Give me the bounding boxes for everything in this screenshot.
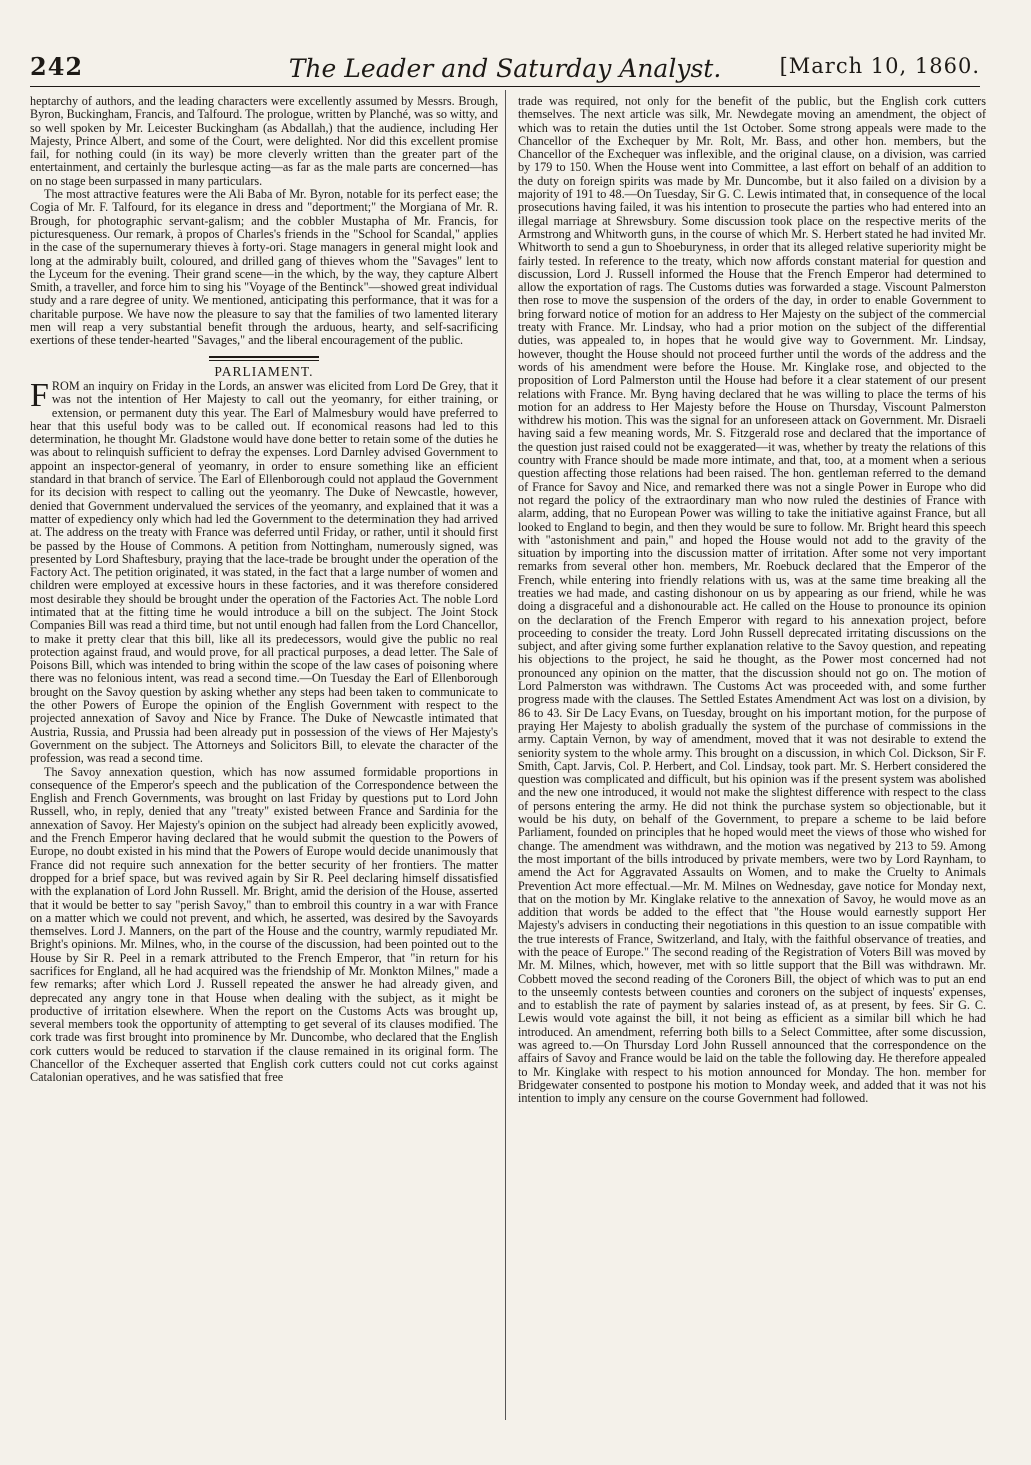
header-rule: [30, 86, 980, 87]
right-column: [518, 95, 986, 1415]
page-header: [30, 50, 980, 94]
column-divider: [505, 90, 506, 1420]
savoy-paragraph: The Savoy annexation question, which has now assumed formidable proportions in consequence of the Emperor's speech and the publication of the Correspondence between the English and French Governments, was brought on last Friday by questions put to Lord John Russell, who, in reply, denied that any "treaty" existed between France and Sardinia for the annexation of Savoy. Her Majesty's opinion on the subject had already been explicitly avowed, and the French Emperor having declared that he would submit the question to the Powers of Europe, no doubt existed in his mind that the Powers of Europe would decide unanimously that France did not require such annexation for the better security of her frontiers. The matter dropped for a brief space, but was revived again by Sir R. Peel declaring himself dissatisfied with the explanation of Lord John Russell. Mr. Bright, amid the derision of the House, asserted that it would be better to say "perish Savoy," than to embroil this country in a war with France on a matter which we could not prevent, and which, he asserted, was desired by the Savoyards themselves. Lord J. Manners, on the part of the House and the country, warmly repudiated Mr. Bright's opinions. Mr. Milnes, who, in the course of the discussion, had been pointed out to the House by Sir R. Peel in a remark attributed to the French Emperor, that "in return for his sacrifices for England, all he had acquired was the friendship of Mr. Monkton Milnes," made a few remarks; after which Lord J. Russell repeated the answer he had already given, and deprecated any angry tone in that House when dealing with the subject, as it might be productive of irritation elsewhere. When the report on the Customs Acts was brought up, several members took the opportunity of attempting to get several of its clauses modified. The cork trade was first brought into prominence by Mr. Duncombe, who declared that the English cork cutters would be reduced to starvation if the clause remained in its original form. The Chancellor of the Exchequer asserted that English cork cutters could not cut corks against Catalonian operatives, and he was satisfied that free: [30, 764, 498, 1085]
left-column: [30, 95, 498, 1415]
theatre-features-paragraph: The most attractive features were the Ali Baba of Mr. Byron, notable for its perfect ease; the Cogia of Mr. F. Talfourd, for its elegance in dress and "deportment;" the Morgiana of Mr. R. Brough, for photographic servant-galism; and the cobbler Mustapha of Mr. Francis, for picturesqueness. Our remark, à propos of Charles's friends in the "School for Scandal," applies in the case of the supernumerary thieves à forty-ori. Stage managers in general might look and long at the admirably built, coloured, and drilled gang of thieves whom the "Savages" lent to the Lyceum for the evening. Their grand scene—in the which, by the way, they capture Albert Smith, a traveller, and force him to sing his "Voyage of the Bentinck"—showed great individual study and a rare degree of unity. We mentioned, anticipating this performance, that it was for a charitable purpose. We have now the pleasure to say that the families of two lamented literary men will reap a very substantial benefit through the arduous, hearty, and self-sacrificing exertions of these tender-hearted "Savages," and the liberal encouragement of the public.: [30, 187, 498, 348]
page-number: 242: [30, 52, 84, 81]
parliament-lords-paragraph: [30, 376, 498, 766]
section-rule: [209, 356, 319, 361]
commons-paragraph: trade was required, not only for the benefit of the public, but the English cork cutters themselves. The next article was silk, Mr. Newdegate moving an amendment, the object of which was to retain the duties until the 1st October. Some strong appeals were made to the Chancellor of the Exchequer by Mr. Rolt, Mr. Bass, and other hon. members, but the Chancellor of the Exchequer was inflexible, and the original clause, on a division, was carried by 179 to 150. When the House went into Committee, a last effort on behalf of an addition to the duty on foreign spirits was made by Mr. Duncombe, but it also failed on a division by a majority of 191 to 48.—On Tuesday, Sir G. C. Lewis intimated that, in consequence of the local prosecutions having failed, it was his intention to prosecute the parties who had entered into an illegal marriage at Shrewsbury. Some discussion took place on the respective merits of the Armstrong and Whitworth guns, in the course of which Mr. S. Herbert stated he had invited Mr. Whitworth to send a gun to Shoeburyness, in order that its alleged relative superiority might be fairly tested. In reference to the treaty, which now affords constant material for question and discussion, Lord J. Russell informed the House that the French Emperor had determined to allow the exportation of rags. The Customs duties was forwarded a stage. Viscount Palmerston then rose to move the suspension of the orders of the day, in order to enable Government to bring forward notice of motion for an address to Her Majesty on the subject of the commercial treaty with France. Mr. Lindsay, who had a prior motion on the subject of the differential duties, was appealed to, in hopes that he would give way to Government. Mr. Lindsay, however, thought the House should not proceed further until the words of the address and the words of his amendment were before the House. Mr. Kinglake rose, and objected to the proposition of Lord Palmerston until the House had before it a clear statement of our present relations with France. Mr. Byng having declared that he was willing to place the terms of his motion for an address to Her Majesty before the House on Thursday, Viscount Palmerston withdrew his motion. This was the signal for an unforeseen attack on Government. Mr. Disraeli having said a few meaning words, Mr. S. Fitzgerald rose and declared that the importance of the question just raised could not be exaggerated—it was, whether by treaty the relations of this country with France should be made more intimate, and that, too, at a moment when a serious question affecting those relations had been raised. The hon. gentleman referred to the demand of France for Savoy and Nice, and remarked there was not a single Power in Europe who did not regard the policy of the extraordinary man who now ruled the destinies of France with alarm, adding, that no European Power was willing to take the initiative against France, but all looked to England to begin, and then they would be sure to follow. Mr. Bright heard this speech with "astonishment and pain," and hoped the House would not add to the gravity of the situation by importing into the discussion matter of irritation. After some not very important remarks from several other hon. members, Mr. Roebuck declared that the Emperor of the French, while entering into friendly relations with us, was at the same time breaking all the treaties we had made, and casting dishonour on us by appearing as our friend, while he was doing a disgraceful and a dishonourable act. He called on the House to pronounce its opinion on the declaration of the French Emperor with regard to his annexation project, before proceeding to consider the treaty. Lord John Russell deprecated irritating discussions on the subject, and after giving some further explanation relative to the Savoy question, and repeating his objections to the project, he said he thought, as the Power most concerned had not pronounced any opinion on the matter, that the discussion should not go on. The motion of Lord Palmerston was withdrawn. The Customs Act was proceeded with, and some further progress made with the clauses. The Settled Estates Amendment Act was lost on a division, by 86 to 43. Sir De Lacy Evans, on Tuesday, brought on his important motion, for the purpose of praying Her Majesty to abolish gradually the system of the purchase of commissions in the army. Captain Vernon, by way of amendment, moved that it was not desirable to extend the seniority system to the whole army. This brought on a discussion, in which Col. Dickson, Sir F. Smith, Capt. Jarvis, Col. P. Herbert, and Col. Lindsay, took part. Mr. S. Herbert considered the question was complicated and difficult, but his opinion was if the present system was abolished and the new one introduced, it would not make the slightest difference with respect to the class of persons entering the army. He did not think the purchase system so objectionable, but it would be his duty, on behalf of the Government, to prepare a scheme to be laid before Parliament, founded on principles that he hoped would meet the views of those who wished for change. The amendment was withdrawn, and the motion was negatived by 213 to 59. Among the most important of the bills introduced by private members, were two by Lord Raynham, to amend the Act for Aggravated Assaults on Women, and to make the Cruelty to Animals Prevention Act more effectual.—Mr. M. Milnes on Wednesday, gave notice for Monday next, that on the motion by Mr. Kinglake relative to the annexation of Savoy, he would move as an addition that words be added to the effect that "the House would earnestly support Her Majesty's advisers in conducting their negotiations in this question to an issue compatible with the true interests of France, Switzerland, and Italy, with the faithful observance of treaties, and with the peace of Europe." The second reading of the Registration of Voters Bill was moved by Mr. M. Milnes, which, however, met with so little support that the Bill was withdrawn. Mr. Cobbett moved the second reading of the Coroners Bill, the object of which was to put an end to the unseemly contests between counties and coroners on the subject of inquests' expenses, and to establish the rate of payment by salaries instead of, as at present, by fees. Sir G. C. Lewis would vote against the bill, it not being as efficient as a similar bill which he had introduced. An amendment, referring both bills to a Select Committee, after some discussion, was agreed to.—On Thursday Lord John Russell announced that the correspondence on the affairs of Savoy and France would be laid on the table the following day. He therefore appealed to Mr. Kinglake with respect to his motion announced for Monday. The hon. member for Bridgewater consented to postpone his motion to Monday week, and added that it was not his intention to imply any censure on the course Government had followed.: [518, 95, 986, 1106]
lords-text: ROM an inquiry on Friday in the Lords, an answer was elicited from Lord De Grey, that it was not the intention of Her Majesty to call out the yeomanry, for either training, or extension, or permanent duty this year. The Earl of Malmesbury would have preferred to hear that this useful body was to be called out. If economical reasons had led to this determination, he thought Mr. Gladstone would have done better to retain some of the duties he was about to relinquish sufficient to defray the expenses. Lord Darnley advised Government to appoint an inspector-general of yeomanry, in order to ensure something like an efficient standard in that branch of service. The Earl of Ellenborough could not applaud the Government for its decision with respect to calling out the yeomanry. The Duke of Newcastle, however, denied that Government undervalued the services of the yeomanry, and explained that it was a matter of expediency only which had led the Government to the determination they had arrived at. The address on the treaty with France was deferred until Friday, or rather, until it should first be passed by the House of Commons. A petition from Nottingham, numerously signed, was presented by Lord Shaftesbury, praying that the lace-trade be brought under the operation of the Factory Act. The petition originated, it was stated, in the fact that a large number of women and children were employed at excessive hours in these factories, and it was therefore considered most desirable they should be brought under the operation of the Factories Act. The noble Lord intimated that at the fitting time he would introduce a bill on the subject. The Joint Stock Companies Bill was read a third time, but not until enough had fallen from the Lord Chancellor, to make it pretty clear that this bill, like all its predecessors, would give the public no real protection against fraud, and would prove, for all practical purposes, a dead letter. The Sale of Poisons Bill, which was intended to bring within the scope of the law cases of poisoning where there was no felonious intent, was read a second time.—On Tuesday the Earl of Ellenborough brought on the Savoy question by asking whether any steps had been taken to communicate to the other Powers of Europe the opinion of the English Government with respect to the projected annexation of Savoy and Nice by France. The Duke of Newcastle intimated that Austria, Russia, and Prussia had been already put in possession of the views of Her Majesty's Government on the subject. The Attorneys and Solicitors Bill, to elevate the character of the profession, was read a second time.: [30, 378, 498, 766]
section-heading: PARLIAMENT.: [214, 363, 314, 379]
publication-title: The Leader and Saturday Analyst.: [288, 54, 722, 83]
drop-cap: F: [30, 376, 49, 414]
issue-date: [March 10, 1860.: [779, 54, 980, 78]
theatre-review-paragraph: heptarchy of authors, and the leading characters were excellently assumed by Messrs. Brough, Byron, Buckingham, Francis, and Talfourd. The prologue, written by Planché, was so witty, and so well spoken by Mr. Leicester Buckingham (as Abdallah,) that the audience, including Her Majesty, Prince Albert, and some of the Court, were delighted. Nor did this excellent promise fail, for nothing could (in its way) be more cleverly written than the greater part of the entertainment, and certainly the burlesque acting—as far as the male parts are concerned—has on no stage been surpassed in many particulars.: [30, 95, 498, 188]
